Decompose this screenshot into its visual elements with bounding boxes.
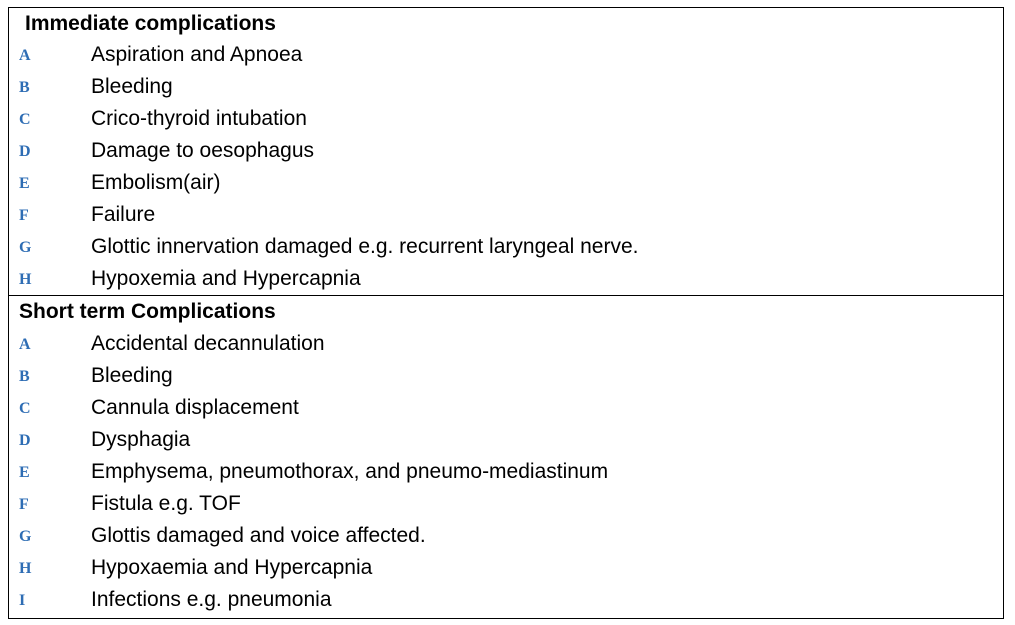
list-item xyxy=(9,167,1003,199)
item-letter: A xyxy=(19,47,31,64)
item-text: Embolism(air) xyxy=(91,171,221,194)
item-letter: E xyxy=(19,464,30,481)
list-item xyxy=(9,231,1003,263)
item-text: Failure xyxy=(91,203,156,226)
immediate-complications-section xyxy=(9,8,1003,295)
list-item xyxy=(9,584,1003,616)
list-item xyxy=(9,328,1003,360)
list-item xyxy=(9,39,1003,71)
item-text: Hypoxemia and Hypercapnia xyxy=(91,267,361,290)
item-letter: G xyxy=(19,528,32,545)
section-title: Short term Complications xyxy=(19,300,276,323)
short-term-complications-list xyxy=(9,328,1003,618)
item-letter: C xyxy=(19,111,31,128)
short-term-complications-section xyxy=(9,295,1003,618)
list-item xyxy=(9,135,1003,167)
item-text: Damage to oesophagus xyxy=(91,139,314,162)
item-text: Infections e.g. pneumonia xyxy=(91,588,332,611)
item-letter: D xyxy=(19,143,31,160)
item-letter: C xyxy=(19,400,31,417)
item-text: Glottic innervation damaged e.g. recurrent laryngeal nerve. xyxy=(91,235,639,258)
item-letter: H xyxy=(19,271,32,288)
item-letter: I xyxy=(19,592,26,609)
list-item xyxy=(9,552,1003,584)
item-letter: G xyxy=(19,239,32,256)
item-text: Emphysema, pneumothorax, and pneumo-mediastinum xyxy=(91,460,609,483)
list-item xyxy=(9,263,1003,295)
section-title: Immediate complications xyxy=(25,12,276,35)
list-item xyxy=(9,71,1003,103)
item-text: Cannula displacement xyxy=(91,396,299,419)
item-letter: D xyxy=(19,432,31,449)
item-letter: E xyxy=(19,175,30,192)
item-text: Hypoxaemia and Hypercapnia xyxy=(91,556,373,579)
item-text: Glottis damaged and voice affected. xyxy=(91,524,426,547)
complications-table xyxy=(8,7,1004,619)
item-letter: B xyxy=(19,79,30,96)
item-text: Dysphagia xyxy=(91,428,191,451)
item-text: Fistula e.g. TOF xyxy=(91,492,241,515)
list-item xyxy=(9,456,1003,488)
list-item xyxy=(9,488,1003,520)
item-text: Aspiration and Apnoea xyxy=(91,43,303,66)
list-item xyxy=(9,520,1003,552)
list-item xyxy=(9,103,1003,135)
item-letter: F xyxy=(19,496,29,513)
list-item xyxy=(9,392,1003,424)
list-item xyxy=(9,199,1003,231)
item-letter: A xyxy=(19,336,31,353)
item-text: Bleeding xyxy=(91,364,173,387)
item-text: Bleeding xyxy=(91,75,173,98)
list-item xyxy=(9,360,1003,392)
item-letter: H xyxy=(19,560,32,577)
immediate-complications-list xyxy=(9,39,1003,295)
item-text: Accidental decannulation xyxy=(91,332,325,355)
item-text: Crico-thyroid intubation xyxy=(91,107,307,130)
list-item xyxy=(9,424,1003,456)
item-letter: F xyxy=(19,207,29,224)
item-letter: B xyxy=(19,368,30,385)
